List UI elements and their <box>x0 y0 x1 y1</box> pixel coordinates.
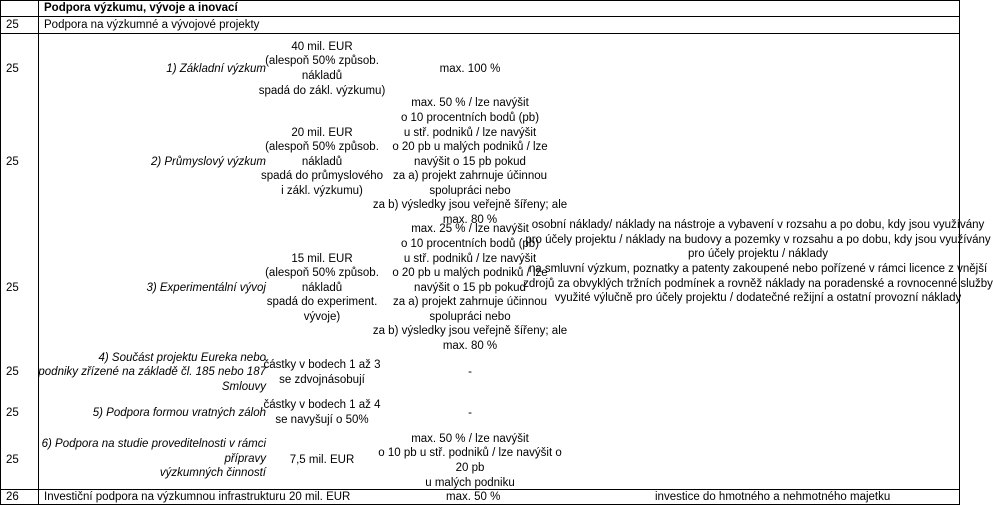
row-number: 25 <box>6 453 19 466</box>
aid-category-label: 4) Součást projektu Eureka nebo podniky zřízené na základě čl. 185 nebo 187 Smlouvy <box>38 351 266 393</box>
aid-category-label: 2) Průmyslový výzkum <box>150 155 266 168</box>
infrastructure-intensity: max. 50 % <box>446 490 501 503</box>
aid-category-label: 1) Základní výzkum <box>166 62 266 75</box>
aid-category-label: 5) Podpora formou vratných záloh <box>92 406 266 419</box>
row-number: 25 <box>6 19 19 32</box>
infrastructure-ceiling: 20 mil. EUR <box>289 490 351 503</box>
infrastructure-label: Investiční podpora na výzkumnou infrastrukturu <box>44 490 286 503</box>
section-subtitle: Podpora na výzkumné a vývojové projekty <box>44 19 260 32</box>
aid-intensity: max. 25 % / lze navýšit o 10 procentních bodů (pb) u stř. podniků / lze navýšit o 20 pb u malých podniků / lze navýšit o 15 pb pokud za a) projekt zahrnuje účinnou spolupráci nebo za b) výsledky jsou veřejně šířeny; ale max. 80 % <box>372 223 568 353</box>
row-number: 25 <box>6 281 19 294</box>
eligible-costs: osobní náklady/ náklady na nástroje a vybavení v rozsahu a po dobu, kdy jsou využívány pro účely projektu / náklady na budovy a pozemky v rozsahu a po dobu, kdy jsou využívány pro účely projektu / náklady na smluvní výzkum, poznatky a patenty zakoupené nebo pořízené v rámci licence z vnější zdrojů za obvyklých tržních podmínek a rovněž náklady na poradenské a rovnocenné služby využité výlučně pro účely projektu / dodatečné režijní a ostatní provozní náklady <box>523 219 993 305</box>
row-number: 25 <box>6 366 19 379</box>
row-number: 25 <box>6 155 19 168</box>
infrastructure-costs: investice do hmotného a nehmotného majetku <box>655 490 891 503</box>
grid-line <box>38 0 39 505</box>
aid-ceiling: částky v bodech 1 až 3 se zdvojnásobují <box>263 358 381 386</box>
aid-ceiling: částky v bodech 1 až 4 se navyšují o 50% <box>263 399 381 426</box>
row-number: 26 <box>6 490 19 503</box>
aid-ceiling: 7,5 mil. EUR <box>289 453 355 466</box>
aid-ceiling: 40 mil. EUR (alespoň 50% způsob. nákladů spadá do zákl. výzkumu) <box>258 40 386 97</box>
aid-intensity: max. 50 % / lze navýšit o 10 procentních bodů (pb) u stř. podniků / lze navýšit o 20 pb u malých podniků / lze navýšit o 15 pb pokud za a) projekt zahrnuje účinnou spolupráci nebo za b) výsledky jsou veřejně šířeny; ale max. 80 % <box>372 97 568 227</box>
section-title: Podpora výzkumu, vývoje a inovací <box>44 2 238 15</box>
aid-category-label: 3) Experimentální vývoj <box>146 281 266 294</box>
grid-line <box>0 0 1 505</box>
aid-intensity: max. 50 % / lze navýšit o 10 pb u stř. podniků / lze navýšit o 20 pb u malých podniku <box>378 432 562 489</box>
aid-category-label: 6) Podpora na studie proveditelnosti v rámci přípravy výzkumných činností <box>41 438 266 480</box>
row-number: 25 <box>6 62 19 75</box>
aid-intensity: max. 100 % <box>439 62 501 75</box>
aid-intensity: - <box>468 366 472 379</box>
aid-ceiling: 15 mil. EUR (alespoň 50% způsob. nákladů spadá do experiment. vývoje) <box>265 252 379 323</box>
aid-intensity: - <box>468 406 472 419</box>
row-number: 25 <box>6 406 19 419</box>
aid-ceiling: 20 mil. EUR (alespoň 50% způsob. nákladů spadá do průmyslového i zákl. výzkumu) <box>260 126 384 197</box>
